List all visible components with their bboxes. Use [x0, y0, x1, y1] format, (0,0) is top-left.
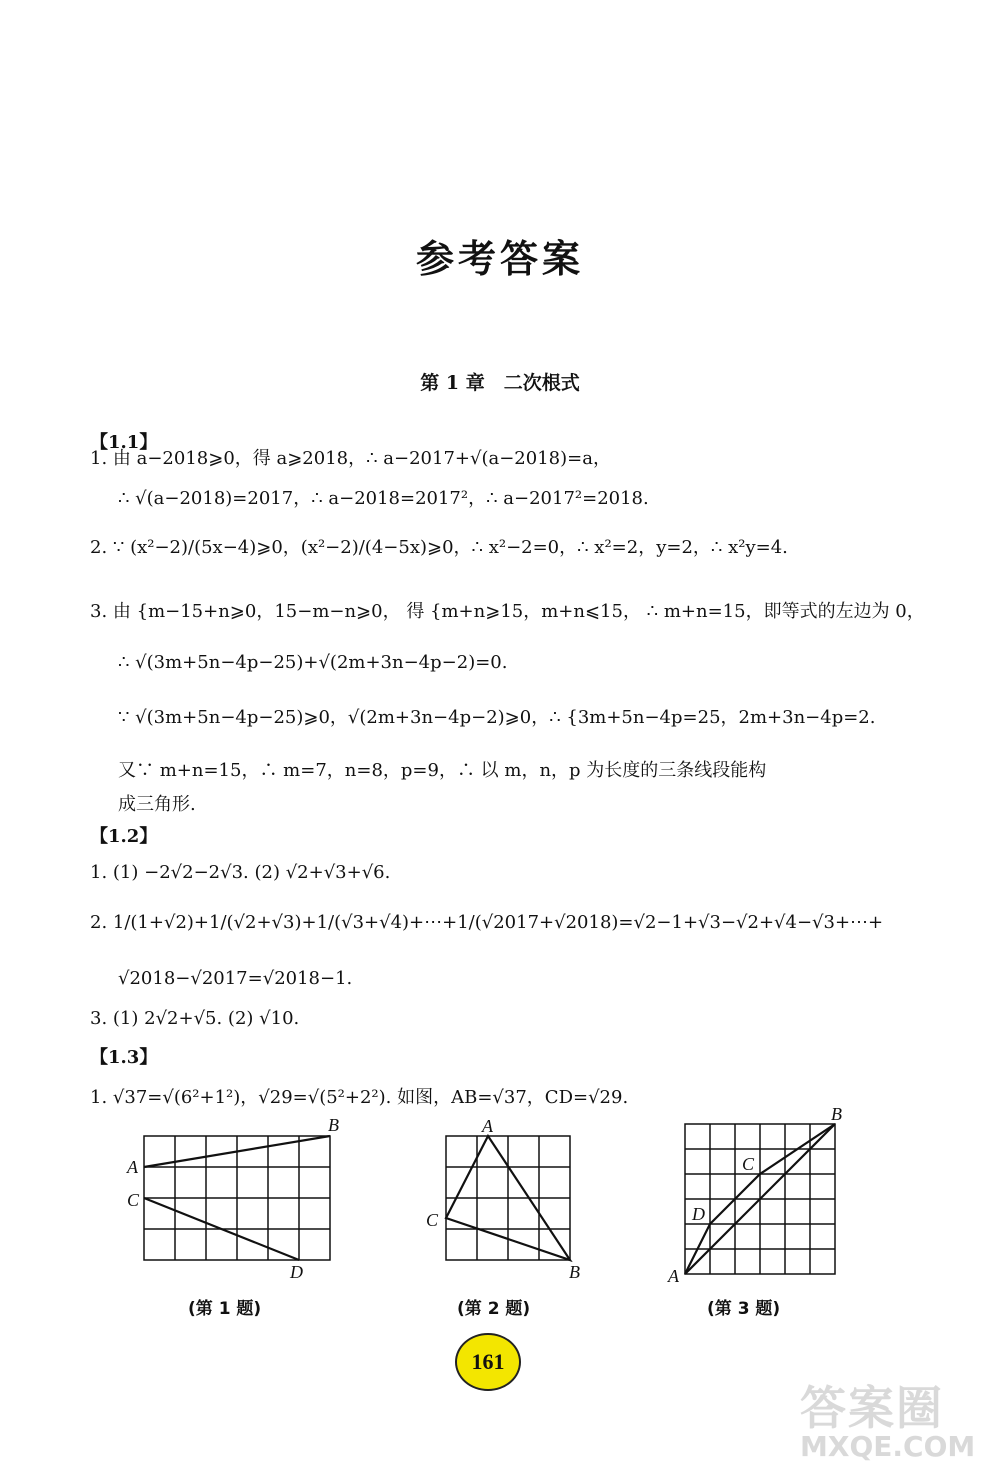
figure-3-caption: (第 3 题) [707, 1299, 781, 1319]
answer-line: 2. ∵ (x²−2)/(5x−4)⩾0，(x²−2)/(4−5x)⩾0，∴ x²−2=0，∴ x²=2，y=2，∴ x²y=4. [90, 537, 788, 558]
point-label-b: B [569, 1262, 580, 1282]
figure-2-grid [422, 1118, 602, 1288]
answer-line: √2018−√2017=√2018−1. [118, 968, 353, 989]
figure-3-grid [666, 1104, 856, 1284]
section-heading-1-3: 【1.3】 [90, 1047, 158, 1068]
answer-line: ∴ √(a−2018)=2017，∴ a−2018=2017²，∴ a−2017²=2018. [118, 488, 649, 509]
answer-line: 1. 由 a−2018⩾0，得 a⩾2018，∴ a−2017+√(a−2018)=a， [90, 448, 611, 469]
point-label-b: B [831, 1104, 842, 1124]
answer-line: ∴ √(3m+5n−4p−25)+√(2m+3n−4p−2)=0. [118, 652, 508, 673]
page-number: 161 [455, 1333, 521, 1391]
section-heading-1-2: 【1.2】 [90, 826, 158, 847]
point-label-c: C [127, 1190, 140, 1210]
point-label-c: C [742, 1154, 755, 1174]
answer-line: 1. (1) −2√2−2√3. (2) √2+√3+√6. [90, 862, 391, 883]
point-label-d: D [692, 1204, 705, 1224]
page-title: 参考答案 [415, 236, 584, 281]
answer-line: 2. 1/(1+√2)+1/(√2+√3)+1/(√3+√4)+⋯+1/(√2017+√2018)=√2−1+√3−√2+√4−√3+⋯+ [90, 912, 884, 933]
answer-line: 成三角形. [118, 794, 196, 815]
point-label-b: B [328, 1115, 339, 1135]
figure-1-grid [125, 1115, 355, 1288]
point-label-c: C [426, 1210, 439, 1230]
point-label-a: A [127, 1157, 138, 1177]
figure-1-caption: (第 1 题) [188, 1299, 262, 1319]
answer-line: 1. √37=√(6²+1²)，√29=√(5²+2²). 如图，AB=√37，CD=√29. [90, 1087, 629, 1108]
answer-line: 3. (1) 2√2+√5. (2) √10. [90, 1008, 300, 1029]
chapter-heading: 第 1 章 二次根式 [420, 372, 580, 394]
watermark-logo: 答案圈 [800, 1381, 944, 1435]
answer-line: ∵ √(3m+5n−4p−25)⩾0，√(2m+3n−4p−2)⩾0，∴ {3m+5n−4p=25，2m+3n−4p=2. [118, 707, 876, 728]
point-label-a: A [668, 1266, 679, 1286]
point-label-d: D [290, 1262, 303, 1282]
answer-line: 3. 由 {m−15+n⩾0，15−m−n⩾0， 得 {m+n⩾15，m+n⩽15， ∴ m+n=15，即等式的左边为 0， [90, 601, 925, 622]
section-heading-1-1: 【1.1】 [90, 432, 158, 453]
watermark-url: MXQE.COM [800, 1430, 976, 1463]
figure-2-caption: (第 2 题) [457, 1299, 531, 1319]
answer-line: 又∵ m+n=15，∴ m=7，n=8，p=9，∴ 以 m，n，p 为长度的三条线段能构 [118, 760, 767, 781]
point-label-a: A [482, 1116, 493, 1136]
